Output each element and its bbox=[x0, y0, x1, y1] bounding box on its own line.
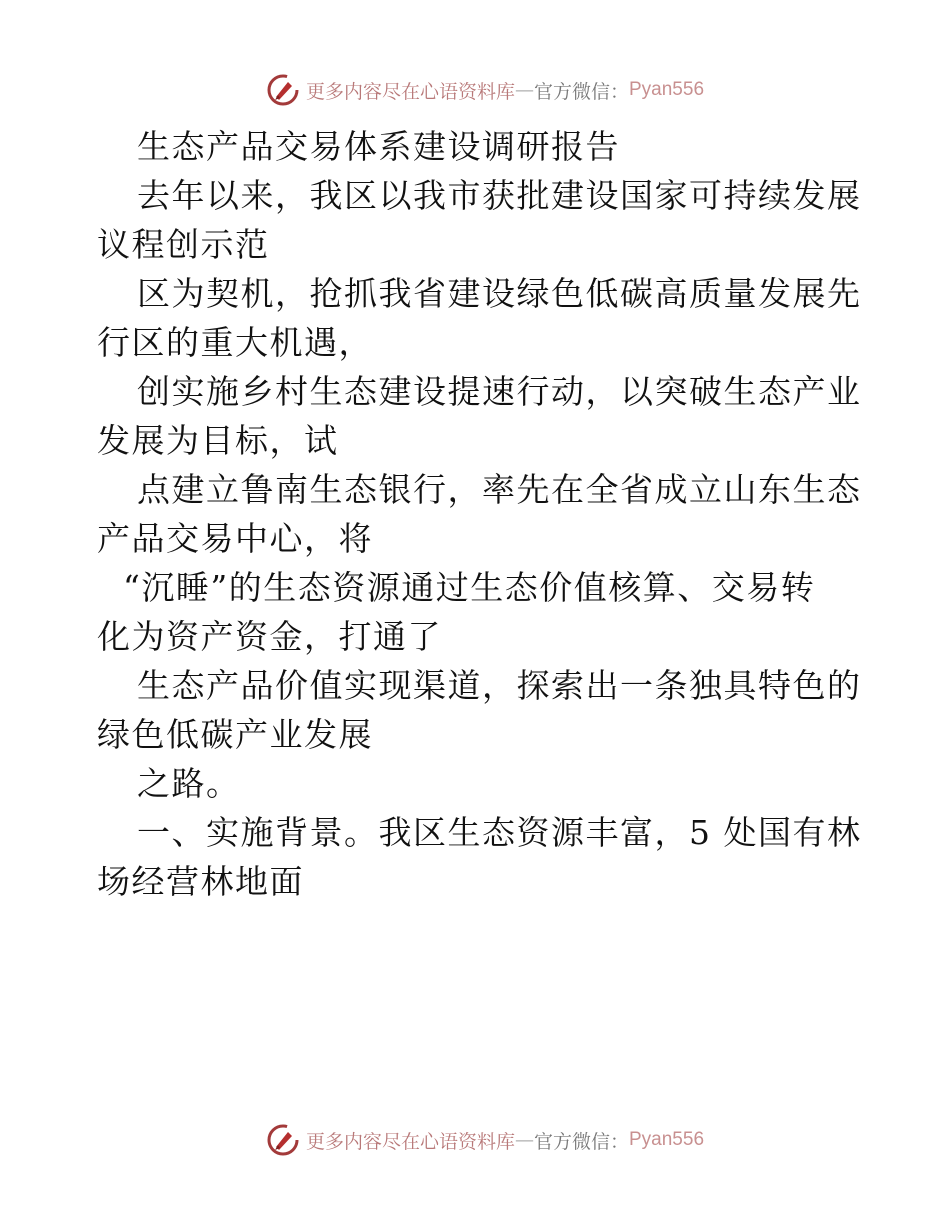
brand-text: 更多内容尽在心语资料库 bbox=[305, 1130, 515, 1153]
wechat-label: 官方微信： bbox=[533, 1130, 629, 1153]
header-banner bbox=[0, 70, 950, 110]
paragraph-line: 生态产品价值实现渠道，探索出一条独具特色的 bbox=[137, 666, 862, 705]
paragraph-line: 行区的重大机遇， bbox=[97, 323, 373, 362]
pen-nib-logo-icon bbox=[266, 73, 300, 107]
brand-text: 更多内容尽在心语资料库 bbox=[305, 80, 515, 103]
paragraph-line: 一、实施背景。我区生态资源丰富，5 处国有林 bbox=[137, 813, 862, 852]
paragraph-line: 去年以来，我区以我市获批建设国家可持续发展 bbox=[137, 176, 862, 215]
paragraph-line: 绿色低碳产业发展 bbox=[97, 715, 373, 754]
paragraph-line: 点建立鲁南生态银行，率先在全省成立山东生态 bbox=[137, 470, 862, 509]
document-title: 生态产品交易体系建设调研报告 bbox=[137, 127, 620, 166]
paragraph-line: 创实施乡村生态建设提速行动，以突破生态产业 bbox=[137, 372, 862, 411]
paragraph-line: 产品交易中心，将 bbox=[97, 519, 373, 558]
document-body bbox=[97, 122, 862, 906]
paragraph-line: 发展为目标，试 bbox=[97, 421, 339, 460]
wechat-id: Pyan556 bbox=[629, 1129, 705, 1150]
footer-banner bbox=[0, 1120, 950, 1160]
pen-nib-logo-icon bbox=[266, 1123, 300, 1157]
footer-banner-content bbox=[266, 1123, 704, 1157]
wechat-label: 官方微信： bbox=[533, 80, 629, 103]
paragraph-line: “沉睡”的生态资源通过生态价值核算、交易转 bbox=[123, 568, 816, 607]
banner-dash: — bbox=[514, 79, 534, 101]
paragraph-line: 议程创示范 bbox=[97, 225, 270, 264]
paragraph-line: 化为资产资金，打通了 bbox=[97, 617, 442, 656]
wechat-id: Pyan556 bbox=[629, 79, 705, 100]
header-banner-content bbox=[266, 73, 704, 107]
paragraph-line: 区为契机，抢抓我省建设绿色低碳高质量发展先 bbox=[137, 274, 862, 313]
banner-dash: — bbox=[514, 1129, 534, 1151]
paragraph-line: 之路。 bbox=[137, 764, 241, 803]
paragraph-line: 场经营林地面 bbox=[97, 862, 304, 901]
